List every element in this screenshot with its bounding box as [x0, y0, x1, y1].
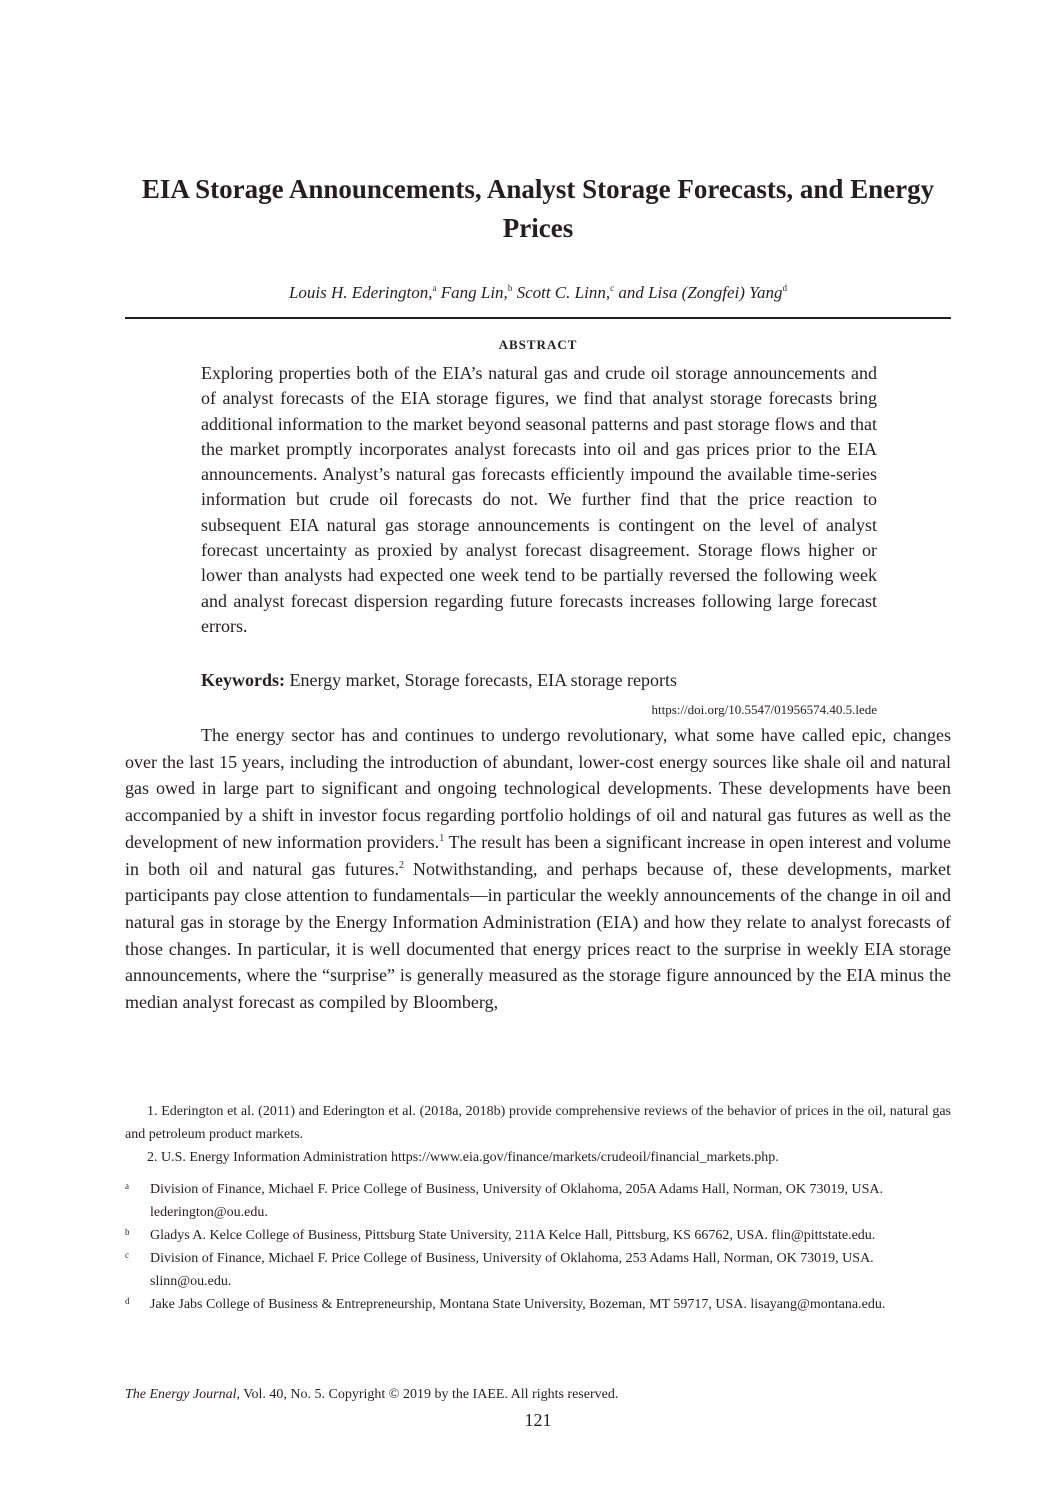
- journal-footer: [125, 1384, 951, 1406]
- author-mark: c: [610, 283, 615, 293]
- page-number: 121: [524, 1410, 552, 1430]
- body-text-part: Notwithstanding, and perhaps because of, these developments, market participants pay close attention to fundamentals—in particular the weekly announcements of the change in oil and natural gas in storage by the Energy Information Administration (EIA) and how they relate to analyst forecasts of those changes. In particular, it is well documented that energy prices react to the surprise in weekly EIA storage announcements, where the “surprise” is generally measured as the storage figure announced by the EIA minus the median analyst forecast as compiled by Bloomberg,: [125, 858, 952, 1013]
- affiliation-text: Gladys A. Kelce College of Business, Pittsburg State University, 211A Kelce Hall, Pittsburg, KS 66762, USA. flin@pittstate.edu.: [150, 1228, 876, 1243]
- footnote-1: 1. Ederington et al. (2011) and Ederington et al. (2018a, 2018b) provide comprehensive reviews of the behavior of prices in the oil, natural gas and petroleum product markets.: [125, 1104, 951, 1142]
- keywords-label: Keywords:: [201, 670, 285, 690]
- footnotes: [125, 1100, 951, 1169]
- affiliation-text: Jake Jabs College of Business & Entrepreneurship, Montana State University, Bozeman, MT 59717, USA. lisayang@montana.edu.: [150, 1297, 886, 1312]
- author-mark: d: [782, 283, 788, 293]
- affiliation-d: [125, 1293, 951, 1316]
- affiliation-mark: a: [125, 1181, 129, 1191]
- author-line: [125, 281, 951, 305]
- body-paragraph: [125, 722, 951, 1016]
- affiliation-mark: c: [125, 1250, 129, 1260]
- affiliation-text: Division of Finance, Michael F. Price College of Business, University of Oklahoma, 253 Adams Hall, Norman, OK 73019, USA. slinn@ou.edu.: [150, 1251, 874, 1289]
- author-name: and Lisa (Zongfei) Yang: [618, 283, 783, 302]
- abstract-text: Exploring properties both of the EIA’s natural gas and crude oil storage announcements and of analyst forecasts of the EIA storage figures, we find that analyst storage forecasts bring additional information to the market beyond seasonal patterns and past storage flows and that the market promptly incorporates analyst forecasts into oil and gas prices prior to the EIA announcements. Analyst’s natural gas forecasts efficiently impound the available time-series information but crude oil forecasts do not. We further find that the price reaction to subsequent EIA natural gas storage announcements is contingent on the level of analyst forecast uncertainty as proxied by analyst forecast disagreement. Storage flows higher or lower than analysts had expected one week tend to be partially reversed the following week and analyst forecast dispersion regarding future forecasts increases following large forecast errors.: [201, 363, 877, 636]
- author-mark: a: [432, 283, 437, 293]
- keywords-line: [201, 668, 877, 693]
- affiliation-b: [125, 1224, 951, 1247]
- doi-link[interactable]: https://doi.org/10.5547/01956574.40.5.lede: [651, 702, 877, 717]
- author-name: Fang Lin,: [440, 283, 508, 302]
- header-divider: [125, 317, 951, 319]
- author-name: Scott C. Linn,: [516, 283, 611, 302]
- affiliation-a: [125, 1178, 951, 1224]
- abstract-heading: ABSTRACT: [498, 337, 578, 352]
- body-text-part: The result has been a significant increase in open interest and volume in both oil and natural gas futures.: [125, 831, 951, 879]
- author-name: Louis H. Ederington,: [288, 283, 433, 302]
- affiliation-mark: d: [125, 1296, 130, 1306]
- affiliation-mark: b: [125, 1227, 130, 1237]
- affiliations: [125, 1178, 951, 1316]
- body-text-part: The energy sector has and continues to undergo revolutionary, what some have called epic, changes over the last 15 years, including the introduction of abundant, lower-cost energy sources like shale oil and natural gas owed in large part to significant and ongoing technological developments. These developments have been accompanied by a shift in investor focus regarding portfolio holdings of oil and natural gas futures as well as the development of new information providers.: [125, 725, 951, 852]
- footnote-2: 2. U.S. Energy Information Administration https://www.eia.gov/finance/markets/crudeoil/financial_markets.php.: [147, 1150, 779, 1165]
- footnote-ref-1[interactable]: 1: [439, 832, 445, 844]
- journal-name: The Energy Journal: [125, 1387, 237, 1402]
- copyright-text: , Vol. 40, No. 5. Copyright © 2019 by the IAEE. All rights reserved.: [236, 1387, 619, 1402]
- footnote-ref-2[interactable]: 2: [398, 859, 404, 871]
- author-mark: b: [507, 283, 513, 293]
- affiliation-c: [125, 1247, 951, 1293]
- keywords-text: Energy market, Storage forecasts, EIA storage reports: [289, 670, 678, 690]
- paper-title: EIA Storage Announcements, Analyst Storage Forecasts, and Energy Prices: [141, 174, 935, 243]
- affiliation-text: Division of Finance, Michael F. Price College of Business, University of Oklahoma, 205A Adams Hall, Norman, OK 73019, USA. lederington@ou.edu.: [150, 1182, 884, 1220]
